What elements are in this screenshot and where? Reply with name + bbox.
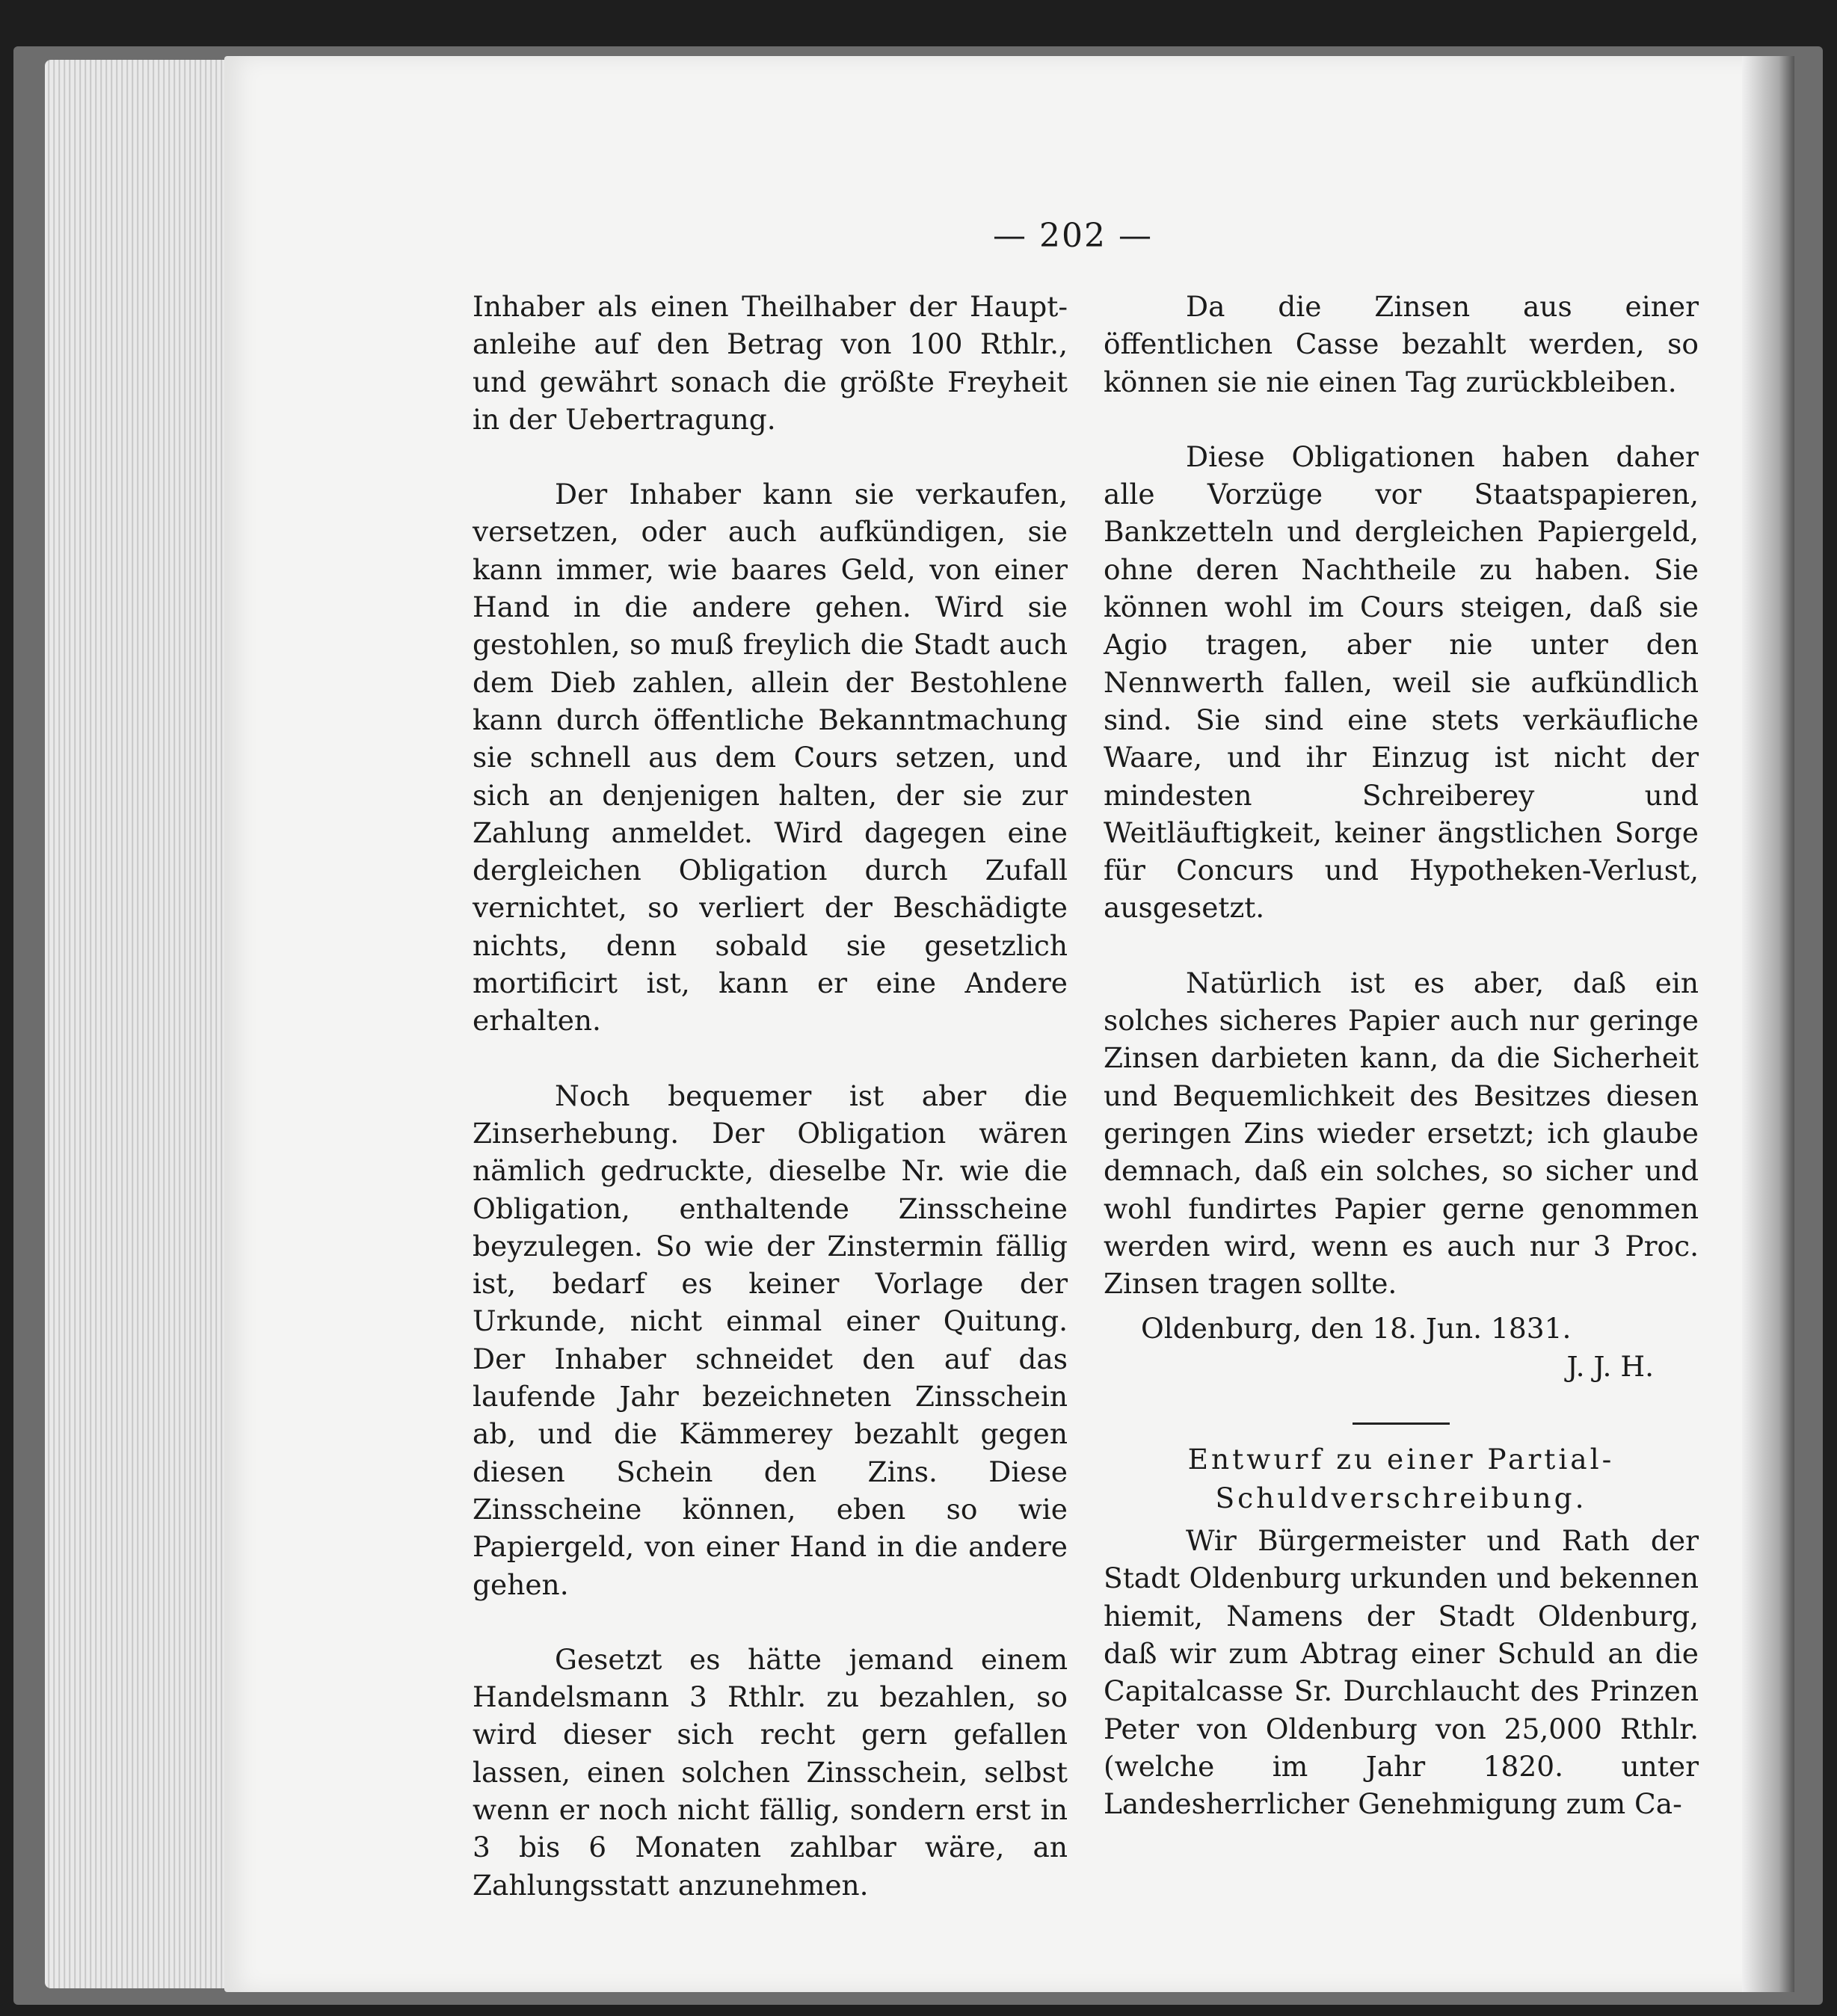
paragraph: Da die Zinsen aus einer öffentlichen Casse bezahlt werden, so können sie nie einen Tag zurückbleiben. xyxy=(1104,290,1699,398)
page-edges xyxy=(45,60,247,1988)
page-gutter-shadow xyxy=(1742,56,1794,1992)
right-text-column xyxy=(1104,288,1699,1822)
paragraph-continuation: Inhaber als einen Theilhaber der Haupt-anleihe auf den Betrag von 100 Rthlr., und gewährt sonach die größte Freyheit in der Uebertragung. xyxy=(473,290,1068,436)
left-text-column xyxy=(473,288,1068,1904)
paragraph: Der Inhaber kann sie verkaufen, versetzen, oder auch aufkündigen, sie kann immer, wie baares Geld, von einer Hand in die andere gehen. Wird sie gestohlen, so muß freylich die Stadt auch dem Dieb zahlen, allein der Bestohlene kann durch öffentliche Bekanntmachung sie schnell aus dem Cours setzen, und sich an denjenigen halten, der sie zur Zahlung anmeldet. Wird dagegen eine dergleichen Obligation durch Zufall vernichtet, so verliert der Beschädigte nichts, denn sobald sie gesetzlich mortificirt ist, kann er eine Andere erhalten. xyxy=(473,478,1068,1038)
date-line: Oldenburg, den 18. Jun. 1831. xyxy=(1141,1312,1572,1345)
paragraph: Gesetzt es hätte jemand einem Handelsmann 3 Rthlr. zu bezahlen, so wird dieser sich recht gern gefallen lassen, einen solchen Zinsschein, selbst wenn er noch nicht fällig, sondern erst in 3 bis 6 Monaten zahlbar wäre, an Zahlungsstatt anzunehmen. xyxy=(473,1642,1068,1902)
author-initials: J. J. H. xyxy=(1566,1349,1654,1383)
section-title-line-1: Entwurf zu einer Partial- xyxy=(1187,1443,1615,1476)
section-divider xyxy=(1353,1422,1450,1425)
signature-block xyxy=(1104,1310,1699,1385)
section-title-line-2: Schuldverschreibung. xyxy=(1215,1482,1587,1515)
paragraph: Natürlich ist es aber, daß ein solches sicheres Papier auch nur geringe Zinsen darbieten kann, da die Sicherheit und Bequemlichkeit des Besitzes diesen geringen Zins wieder ersetzt; ich glaube demnach, daß ein solches, so sicher und wohl fundirtes Papier gerne genommen werden wird, wenn es auch nur 3 Proc. Zinsen tragen sollte. xyxy=(1104,966,1699,1301)
paragraph: Noch bequemer ist aber die Zinserhebung. Der Obligation wären nämlich gedruckte, dieselbe Nr. wie die Obligation, enthaltende Zinsscheine beyzulegen. So wie der Zinstermin fällig ist, bedarf es keiner Vorlage der Urkunde, nicht einmal einer Quitung. Der Inhaber schneidet den auf das laufende Jahr bezeichneten Zinsschein ab, und die Kämmerey bezahlt gegen diesen Schein den Zins. Diese Zinsscheine können, eben so wie Papiergeld, von einer Hand in die andere gehen. xyxy=(473,1079,1068,1601)
paragraph: Diese Obligationen haben daher alle Vorzüge vor Staatspapieren, Bankzetteln und dergleichen Papiergeld, ohne deren Nachtheile zu haben. Sie können wohl im Cours steigen, daß sie Agio tragen, aber nie unter den Nennwerth fallen, weil sie aufkündlich sind. Sie sind eine stets verkäufliche Waare, und ihr Einzug ist nicht der mindesten Schreiberey und Weitläuftigkeit, keiner ängstlichen Sorge für Concurs und Hypotheken-Verlust, ausgesetzt. xyxy=(1104,440,1699,925)
paragraph: Wir Bürgermeister und Rath der Stadt Oldenburg urkunden und bekennen hiemit, Namens der Stadt Oldenburg, daß wir zum Abtrag einer Schuld an die Capitalcasse Sr. Durchlaucht des Prinzen Peter von Oldenburg von 25,000 Rthlr. (welche im Jahr 1820. unter Landesherrlicher Genehmigung zum Ca- xyxy=(1104,1524,1699,1821)
page-number-header: — 202 — xyxy=(993,217,1153,255)
